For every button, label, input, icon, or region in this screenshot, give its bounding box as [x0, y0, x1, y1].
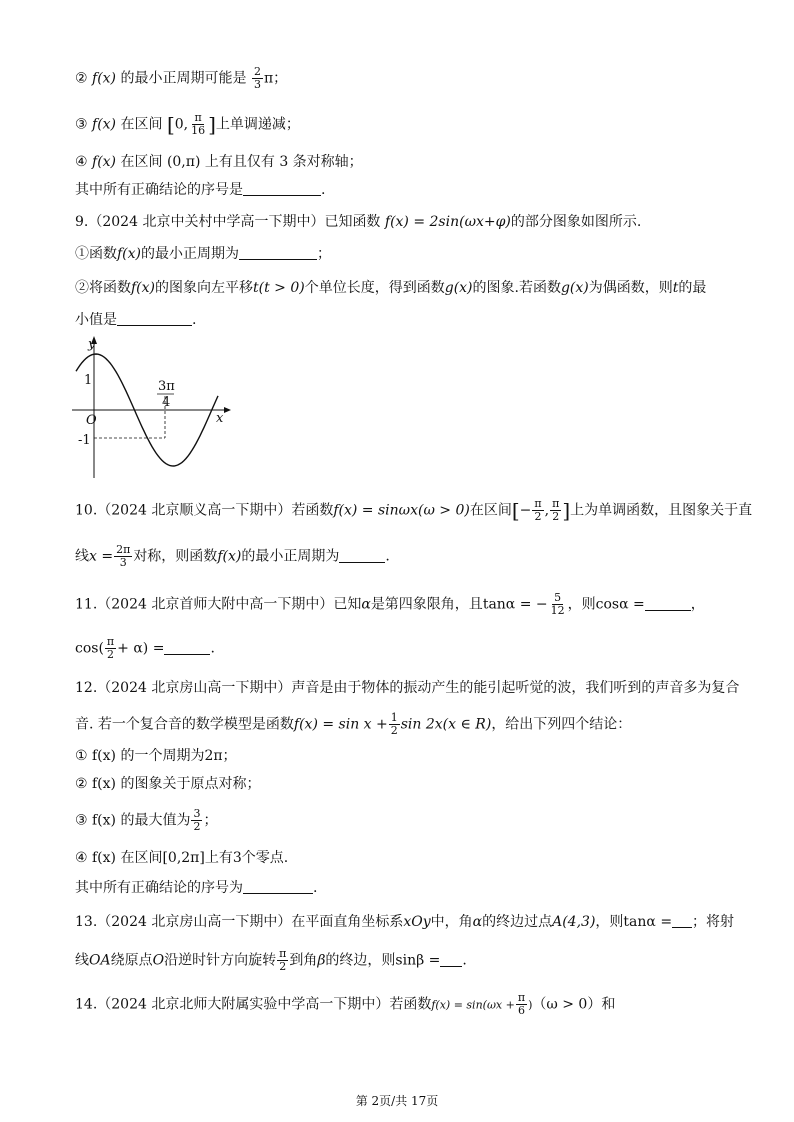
- question-11: 11.（2024 北京首师大附中高一下期中）已知α是第四象限角，且tanα = − $\frac{5}{12}$ ，则cosα = ，: [75, 591, 705, 617]
- question-9-part-2-cont: 小值是 .: [75, 312, 197, 328]
- fraction: $\frac{5}{12}$: [550, 591, 565, 617]
- tick-num: 3π: [158, 379, 175, 394]
- answer-blank[interactable]: [243, 879, 313, 894]
- y-label: y: [88, 337, 96, 352]
- question-13: 13.（2024 北京房山高一下期中）在平面直角坐标系xOy中，角α的终边过点A(4,3)，则tanα = ；将射: [75, 914, 735, 930]
- q12-item-3: ③ f(x) 的最大值为 $\frac{3}{2}$ ；: [75, 807, 218, 833]
- question-9-part-2: ②将函数f(x)的图象向左平移t(t > 0)个单位长度，得到函数g(x)的图象.若函数g(x)为偶函数，则t的最: [75, 280, 707, 296]
- fraction: $\frac{\pi}{2}$: [279, 947, 287, 973]
- fraction: $\frac{3}{2}$: [193, 807, 201, 833]
- fraction: $\frac{\pi}{2}$: [552, 497, 560, 523]
- q12-conclusion: 其中所有正确结论的序号为 .: [75, 880, 318, 896]
- answer-blank[interactable]: [672, 913, 692, 928]
- q12-item-2: ② f(x) 的图象关于原点对称；: [75, 776, 261, 792]
- question-12: 12.（2024 北京房山高一下期中）声音是由于物体的振动产生的能引起听觉的波，我们听到的声音多为复合: [75, 680, 740, 696]
- q12-item-4: ④ f(x) 在区间[0,2π]上有3个零点.: [75, 850, 289, 866]
- tick-den: 4: [162, 395, 171, 410]
- question-12-cont: 音. 若一个复合音的数学模型是函数f(x) = sin x + $\frac{1}{2}$ sin 2x(x ∈ R)，给出下列四个结论：: [75, 711, 632, 737]
- answer-blank[interactable]: [239, 245, 317, 260]
- fraction: $\frac{\pi}{16}$: [191, 111, 206, 137]
- x-label: x: [216, 411, 224, 426]
- answer-blank[interactable]: [339, 548, 385, 563]
- fraction: $\frac{1}{2}$: [390, 711, 398, 737]
- conclusion-line: 其中所有正确结论的序号是 .: [75, 182, 326, 198]
- fraction: $\frac{\pi}{2}$: [534, 497, 542, 523]
- question-11-cont: cos( $\frac{\pi}{2}$ + α) = .: [75, 635, 215, 661]
- question-9: 9.（2024 北京中关村中学高一下期中）已知函数 f(x) = 2sin(ωx+φ)的部分图象如图所示.: [75, 214, 642, 230]
- question-10: 10.（2024 北京顺义高一下期中）若函数f(x) = sinωx(ω > 0)在区间[− $\frac{\pi}{2}$ , $\frac{\pi}{2}$ ]上为单调函数，且图象关于直: [75, 497, 753, 523]
- answer-blank[interactable]: [440, 952, 462, 967]
- fraction: $\frac{2}{3}$: [253, 65, 261, 91]
- minus-one-label: -1: [78, 433, 91, 448]
- page-footer: 第 2页/共 17页: [355, 1094, 439, 1108]
- question-14: 14.（2024 北京北师大附属实验中学高一下期中）若函数f(x) = sin(ωx + $\frac{\pi}{6}$ )（ω > 0）和: [75, 991, 616, 1017]
- answer-blank[interactable]: [117, 311, 192, 326]
- fraction: $\frac{2\pi}{3}$: [116, 543, 131, 569]
- item-4: ④ f(x) 在区间 (0,π) 上有且仅有 3 条对称轴；: [75, 154, 363, 170]
- sine-graph: [68, 332, 238, 482]
- one-label: 1: [84, 373, 93, 388]
- answer-blank[interactable]: [243, 181, 321, 196]
- question-9-part-1: ①函数f(x)的最小正周期为 ；: [75, 246, 332, 262]
- answer-blank[interactable]: [645, 596, 691, 611]
- origin-label: O: [86, 413, 97, 428]
- question-10-cont: 线x = $\frac{2\pi}{3}$ 对称，则函数f(x)的最小正周期为 .: [75, 543, 390, 569]
- x-axis-arrow: [224, 407, 231, 413]
- q12-item-1: ① f(x) 的一个周期为2π；: [75, 748, 237, 764]
- item-2: ② f(x) 的最小正周期可能是 $\frac{2}{3}$ π；: [75, 65, 288, 91]
- fraction: $\frac{\pi}{2}$: [106, 635, 115, 661]
- fraction: $\frac{\pi}{6}$: [517, 991, 526, 1017]
- answer-blank[interactable]: [164, 640, 210, 655]
- item-3: ③ f(x) 在区间 [0, $\frac{\pi}{16}$ ]上单调递减；: [75, 111, 300, 137]
- question-13-cont: 线OA绕原点O沿逆时针方向旋转 $\frac{\pi}{2}$ 到角β的终边，则sinβ = .: [75, 947, 467, 973]
